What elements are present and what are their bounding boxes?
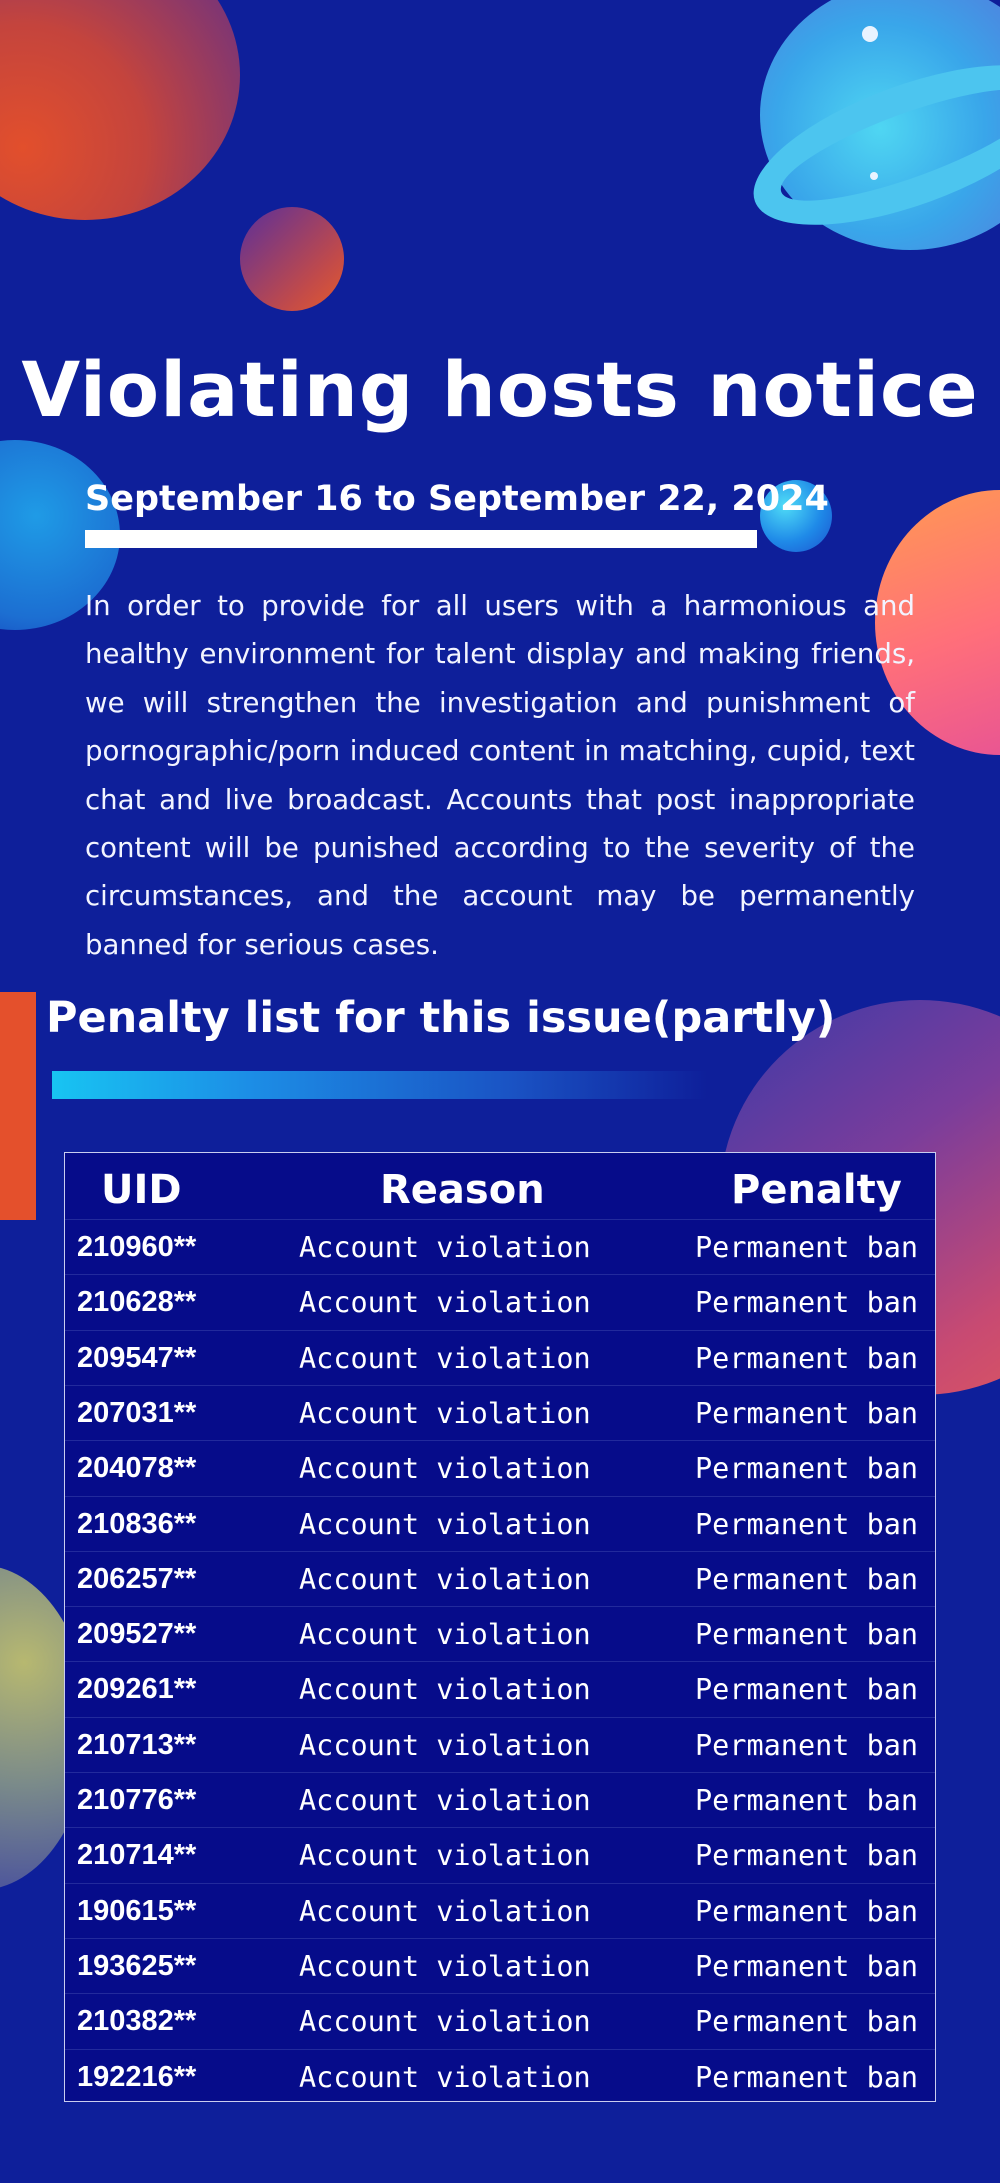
cell-uid: 210776**: [77, 1784, 197, 1816]
table-row: [65, 1718, 935, 1773]
cell-penalty: Permanent ban: [695, 1507, 919, 1541]
cell-penalty: Permanent ban: [695, 1452, 919, 1486]
table-row: [65, 1884, 935, 1939]
cell-uid: 210713**: [77, 1728, 197, 1761]
table-row: [65, 1828, 935, 1883]
cell-uid: 193625**: [77, 1949, 197, 1982]
table-row: [65, 1386, 935, 1441]
cell-uid: 210382**: [77, 2005, 197, 2038]
intro-paragraph: In order to provide for all users with a harmonious and healthy environment for talent display and making friends, we will strengthen the investigation and punishment of pornographic/porn induced content in matching, cupid, text chat and live broadcast. Accounts that post inappropriate content will be punished according to the severity of the circumstances, and the account may be permanently banned for serious cases.: [85, 589, 915, 961]
cell-reason: Account violation: [299, 1562, 591, 1596]
table-row: [65, 2050, 935, 2105]
cell-reason: Account violation: [299, 1728, 591, 1762]
section-title: Penalty list for this issue(partly): [46, 993, 836, 1043]
section-underline: [52, 1071, 707, 1099]
table-row: [65, 1939, 935, 1994]
cell-penalty: Permanent ban: [695, 1673, 919, 1707]
cell-penalty: Permanent ban: [695, 1341, 919, 1375]
cell-uid: 210836**: [77, 1507, 197, 1540]
cell-penalty: Permanent ban: [695, 1231, 919, 1264]
cell-reason: Account violation: [299, 1784, 591, 1817]
cell-uid: 209527**: [77, 1618, 197, 1651]
header-penalty: Penalty: [731, 1167, 902, 1213]
table-row: [65, 1220, 935, 1275]
cell-penalty: Permanent ban: [695, 1784, 919, 1817]
cell-penalty: Permanent ban: [695, 1396, 919, 1430]
cell-reason: Account violation: [299, 1452, 591, 1486]
cell-uid: 210714**: [77, 1839, 197, 1872]
cell-reason: Account violation: [299, 1231, 591, 1264]
table-row: [65, 1994, 935, 2049]
cell-reason: Account violation: [299, 1894, 591, 1928]
header-uid: UID: [101, 1167, 182, 1213]
table-row: [65, 1552, 935, 1607]
table-row: [65, 1662, 935, 1717]
table-row: [65, 1607, 935, 1662]
cell-penalty: Permanent ban: [695, 2060, 919, 2094]
cell-uid: 209261**: [77, 1673, 197, 1706]
small-planet-decoration: [240, 207, 344, 311]
cell-penalty: Permanent ban: [695, 1286, 919, 1320]
star-icon: [870, 172, 878, 180]
cell-reason: Account violation: [299, 1618, 591, 1652]
star-icon: [862, 26, 878, 42]
cell-penalty: Permanent ban: [695, 1618, 919, 1652]
cell-reason: Account violation: [299, 1949, 591, 1983]
cell-penalty: Permanent ban: [695, 1949, 919, 1983]
cell-reason: Account violation: [299, 1507, 591, 1541]
cell-penalty: Permanent ban: [695, 1562, 919, 1596]
table-header-row: [65, 1163, 935, 1218]
cell-reason: Account violation: [299, 1673, 591, 1707]
table-row: [65, 1331, 935, 1386]
cell-uid: 190615**: [77, 1894, 197, 1927]
table-row: [65, 1773, 935, 1828]
planet-decoration-top-left: [0, 0, 240, 220]
cell-reason: Account violation: [299, 2060, 591, 2094]
header-reason: Reason: [380, 1167, 545, 1213]
cell-uid: 209547**: [77, 1341, 197, 1374]
cell-uid: 210960**: [77, 1231, 197, 1263]
date-range: September 16 to September 22, 2024: [85, 479, 829, 519]
date-underline: [85, 530, 757, 548]
cell-penalty: Permanent ban: [695, 1894, 919, 1928]
cell-uid: 207031**: [77, 1396, 197, 1429]
cell-uid: 206257**: [77, 1562, 197, 1595]
cell-penalty: Permanent ban: [695, 2005, 919, 2039]
cell-reason: Account violation: [299, 1341, 591, 1375]
table-row: [65, 1441, 935, 1496]
table-row: [65, 1275, 935, 1330]
table-row: [65, 1497, 935, 1552]
cell-reason: Account violation: [299, 1396, 591, 1430]
cell-uid: 210628**: [77, 1286, 197, 1319]
cell-uid: 204078**: [77, 1452, 197, 1485]
cell-uid: 192216**: [77, 2060, 197, 2093]
cell-reason: Account violation: [299, 2005, 591, 2039]
cell-penalty: Permanent ban: [695, 1839, 919, 1873]
cell-reason: Account violation: [299, 1286, 591, 1320]
cell-penalty: Permanent ban: [695, 1728, 919, 1762]
page-title: Violating hosts notice: [21, 345, 979, 434]
cell-reason: Account violation: [299, 1839, 591, 1873]
penalty-table: [64, 1152, 936, 2102]
accent-bar: [0, 992, 36, 1220]
